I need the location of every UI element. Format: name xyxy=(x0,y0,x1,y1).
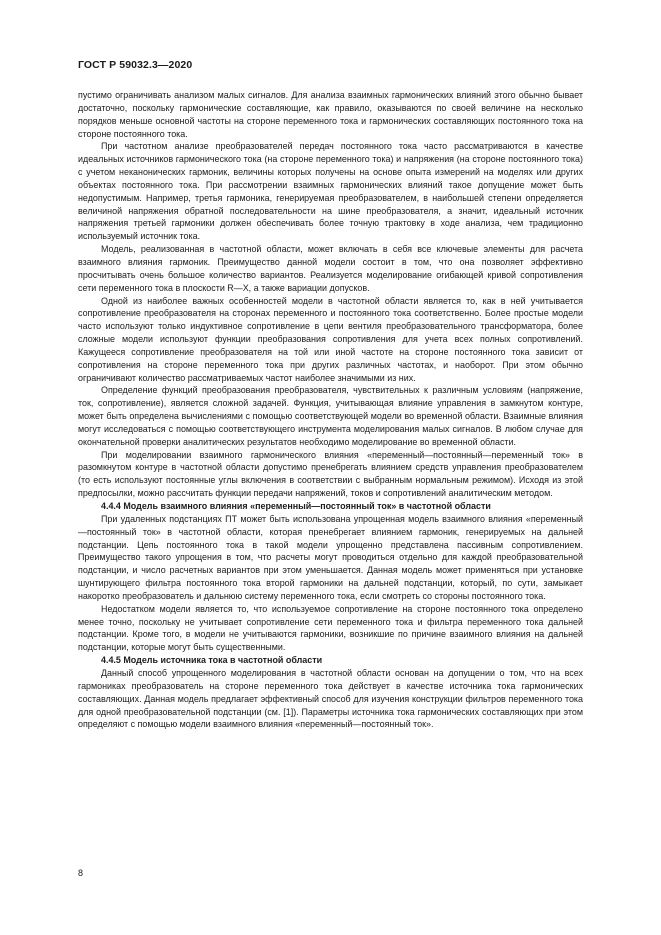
paragraph: Модель, реализованная в частотной области, может включать в себя все ключевые элементы для расчета взаимного влияния гармоник. Преимущество данной модели состоит в том, что она позволяет эффективно просчитывать очень большое количество вариантов. Реализуется моделирование огибающей кривой сопротивления сети переменного тока в плоскости R—X, а также вариации допусков. xyxy=(78,244,583,293)
paragraph: При моделировании взаимного гармонического влияния «переменный—постоянный—переменный ток» в разомкнутом контуре в частотной области допустимо пренебрегать влиянием средств управления преобразователем (то есть используют постоянные углы включения в соответствии с выбранным нормальным режимом). Исходя из этой предпосылки, можно рассчитать функции передачи напряжений, токов и сопротивлений аналитическим методом. xyxy=(78,449,583,499)
document-body xyxy=(78,89,583,731)
page-number: 8 xyxy=(78,868,84,878)
section-heading-4-4-4: 4.4.4 Модель взаимного влияния «переменный—постоянный ток» в частотной области xyxy=(101,501,491,511)
section-heading-4-4-5: 4.4.5 Модель источника тока в частотной области xyxy=(101,655,323,666)
paragraph: пустимо ограничивать анализом малых сигналов. Для анализа взаимных гармонических влияний этого обычно бывает достаточно, поскольку гармонические составляющие, как правило, оказываются по своей величине на несколько порядков меньше основной частоты на стороне переменного тока и гармонических составляющих постоянного тока на стороне постоянного тока. xyxy=(78,90,583,139)
paragraph: Недостатком модели является то, что используемое сопротивление на стороне постоянного тока определено менее точно, поскольку не учитывает сопротивление сети переменного тока и фильтра переменного тока дальней подстанции. Кроме того, в модели не учитываются гармоники, возникшие по причине взаимного влияния на дальней подстанции, которые могут быть существенными. xyxy=(78,603,583,653)
paragraph: Данный способ упрощенного моделирования в частотной области основан на допущении о том, что на всех гармониках преобразователь на стороне переменного тока действует в качестве источника тока гармонических составляющих. Данная модель предлагает эффективный способ для изучения конструкции фильтров переменного тока для одной преобразовательной подстанции (см. [1]). Параметры источника тока гармонических составляющих при этом определяют с помощью модели взаимного влияния «переменный—постоянный ток». xyxy=(78,667,583,730)
paragraph: При частотном анализе преобразователей передач постоянного тока часто рассматриваются в качестве идеальных источников гармонического тока (на стороне переменного тока) и напряжения (на стороне постоянного тока) с учетом неканонических гармоник, величины которых получены на основе опыта измерений на моделях или других объектах постоянного тока. При рассмотрении взаимных гармонических влияний такое допущение может быть недопустимым. Например, третья гармоника, генерируемая преобразователем, в наибольшей степени определяется величиной напряжения обратной последовательности на шине преобразователя, а значит, идеальный источник напряжения третьей гармоники должен обеспечивать более точную трактовку в ходе анализа, чем традиционно используемый источник тока. xyxy=(78,141,583,242)
paragraph: Одной из наиболее важных особенностей модели в частотной области является то, как в ней учитывается сопротивление преобразователя на сторонах переменного и постоянного тока соответственно. Более простые модели часто используют только индуктивное сопротивление в цепи вентиля преобразовательного трансформатора, более сложные модели используют функции преобразования сопротивления для учета всех полных сопротивлений. Кажущееся сопротивление преобразователя на той или иной частоте на стороне постоянного тока зависит от сопротивления на стороне переменного тока при других различных частотах, и наоборот. При этом обычно ограничивают количество рассматриваемых частот наиболее значимыми из них. xyxy=(78,295,583,383)
paragraph: При удаленных подстанциях ПТ может быть использована упрощенная модель взаимного влияния «переменный—постоянный ток» в частотной области, которая пренебрегает влиянием гармоник, генерируемых на дальней подстанции. Цепь постоянного тока в такой модели упрощенно представлена пассивным сопротивлением. Преимущество такого упрощения в том, что расчеты могут проводиться отдельно для каждой преобразовательной подстанции, и число расчетных вариантов при этом уменьшается. Данная модель может применяться при установке шунтирующего фильтра постоянного тока второй гармоники на дальней подстанции, который, по сути, замыкает накоротко преобразователь и дальнюю систему переменного тока, если смотреть со стороны постоянного тока. xyxy=(78,513,583,601)
document-number: ГОСТ Р 59032.3—2020 xyxy=(78,59,193,71)
paragraph: Определение функций преобразования преобразователя, чувствительных к различным условиям (напряжение, ток, сопротивление), является сложной задачей. Функция, учитывающая влияние управления в замкнутом контуре, может быть определена вычислениями с помощью соответствующей модели во временной области. Взаимные влияния могут исследоваться с помощью соответствующего инструмента моделирования малых сигналов. В любом случае для окончательной проверки аналитических результатов необходимо моделирование во временной области. xyxy=(78,385,583,447)
